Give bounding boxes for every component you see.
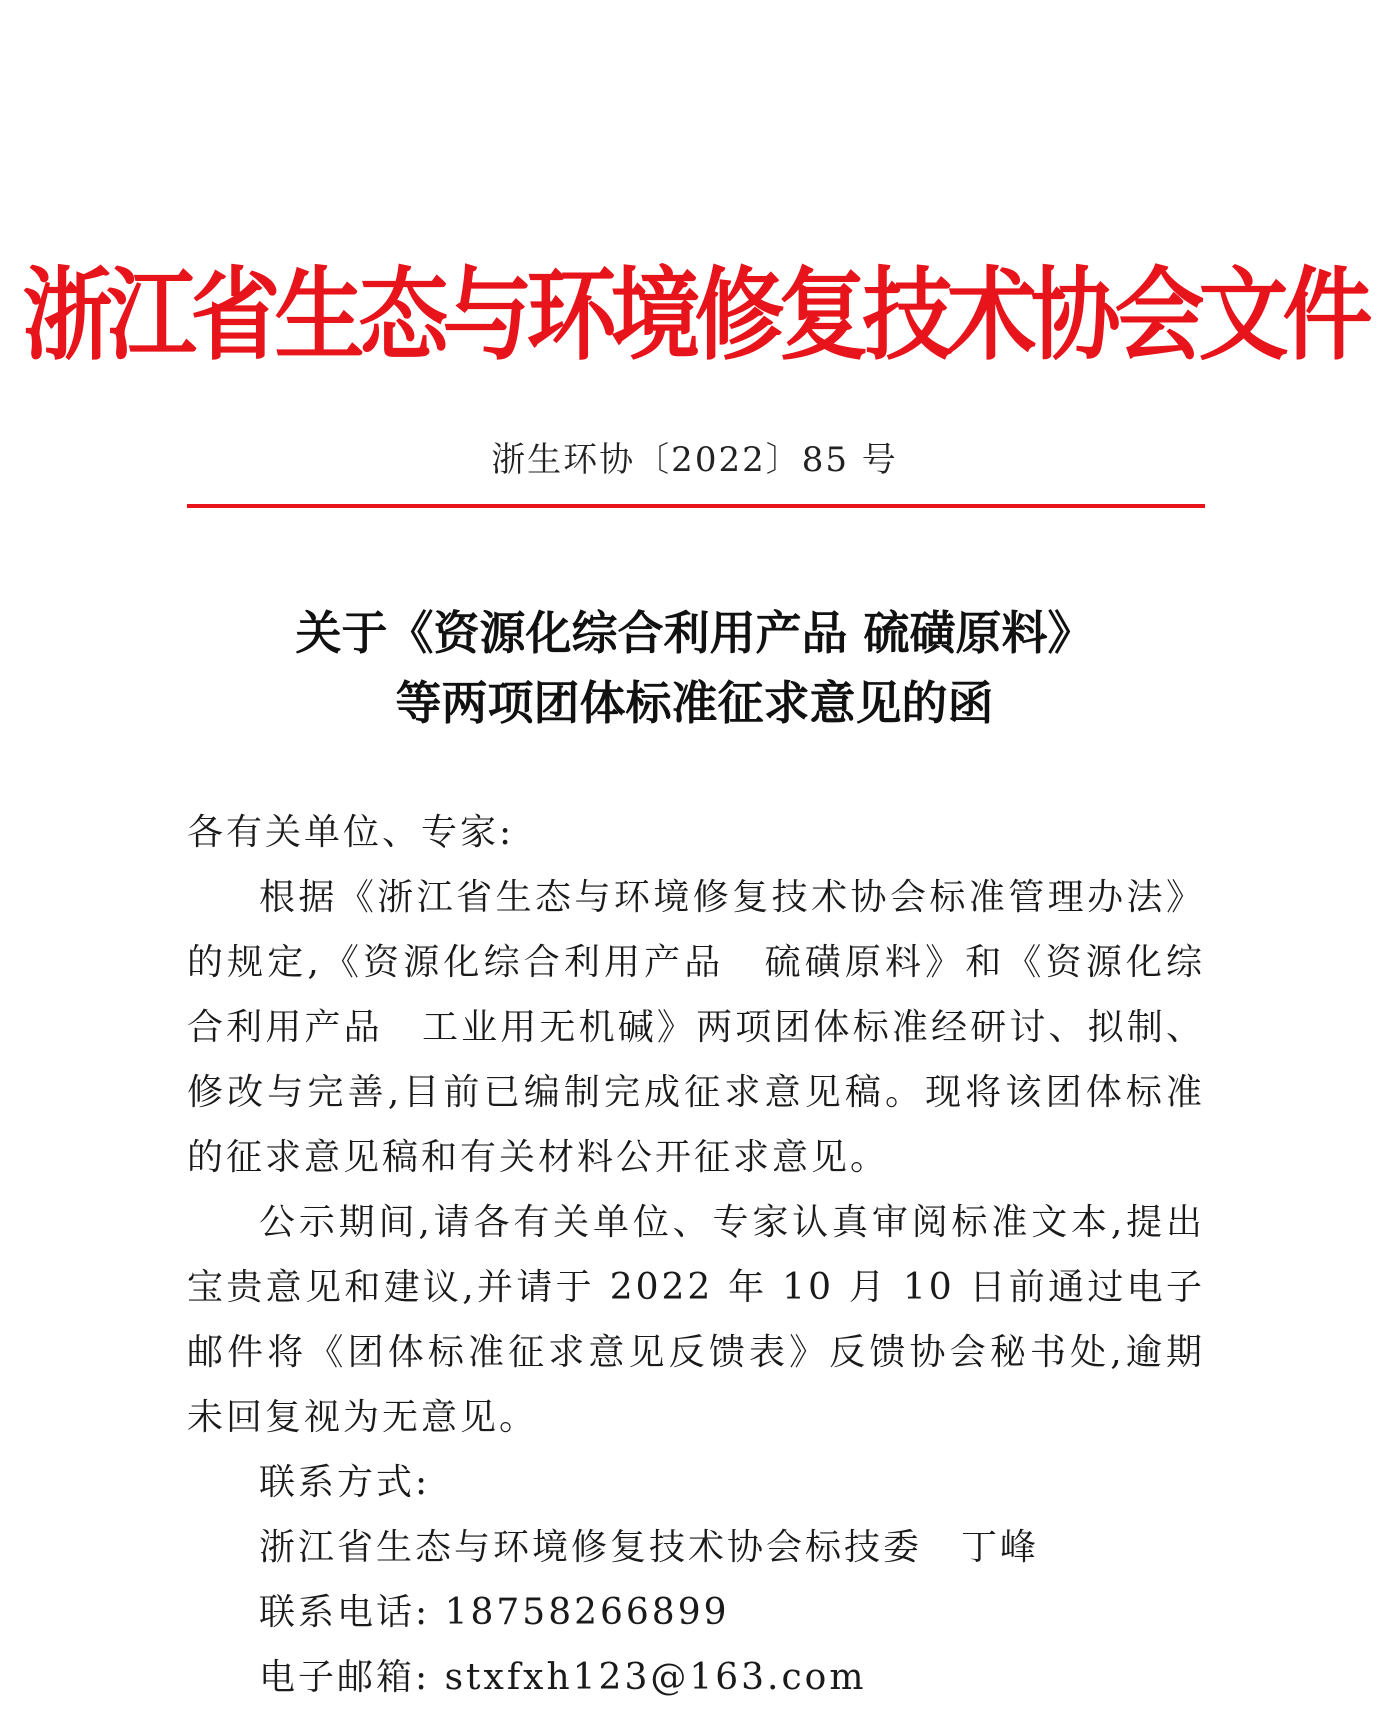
document-subject <box>0 598 1389 738</box>
org-header-title: 浙江省生态与环境修复技术协会文件 <box>22 257 1367 375</box>
document-number: 浙生环协〔2022〕85 号 <box>491 440 898 480</box>
salutation: 各有关单位、专家: <box>187 812 515 853</box>
contact-heading: 联系方式: <box>259 1462 431 1503</box>
document-body <box>187 800 1205 1710</box>
contact-email: 电子邮箱: stxfxh123@163.com <box>259 1657 867 1698</box>
contact-block <box>187 1450 1205 1710</box>
header-red-rule <box>187 504 1205 508</box>
subject-line-1: 关于《资源化综合利用产品 硫磺原料》 <box>295 606 1094 660</box>
body-paragraph-1: 根据《浙江省生态与环境修复技术协会标准管理办法》的规定,《资源化综合利用产品 硫磺原料》和《资源化综合利用产品 工业用无机碱》两项团体标准经研讨、拟制、修改与完善,目前已编制完成征求意见稿。现将该团体标准的征求意见稿和有关材料公开征求意见。 <box>187 877 1205 1178</box>
contact-phone: 联系电话: 18758266899 <box>259 1592 730 1633</box>
body-paragraph-2: 公示期间,请各有关单位、专家认真审阅标准文本,提出宝贵意见和建议,并请于 2022 年 10 月 10 日前通过电子邮件将《团体标准征求意见反馈表》反馈协会秘书处,逾期未回复视为无意见。 <box>187 1202 1205 1438</box>
subject-line-2: 等两项团体标准征求意见的函 <box>395 676 994 730</box>
contact-person: 浙江省生态与环境修复技术协会标技委 丁峰 <box>259 1527 1040 1568</box>
